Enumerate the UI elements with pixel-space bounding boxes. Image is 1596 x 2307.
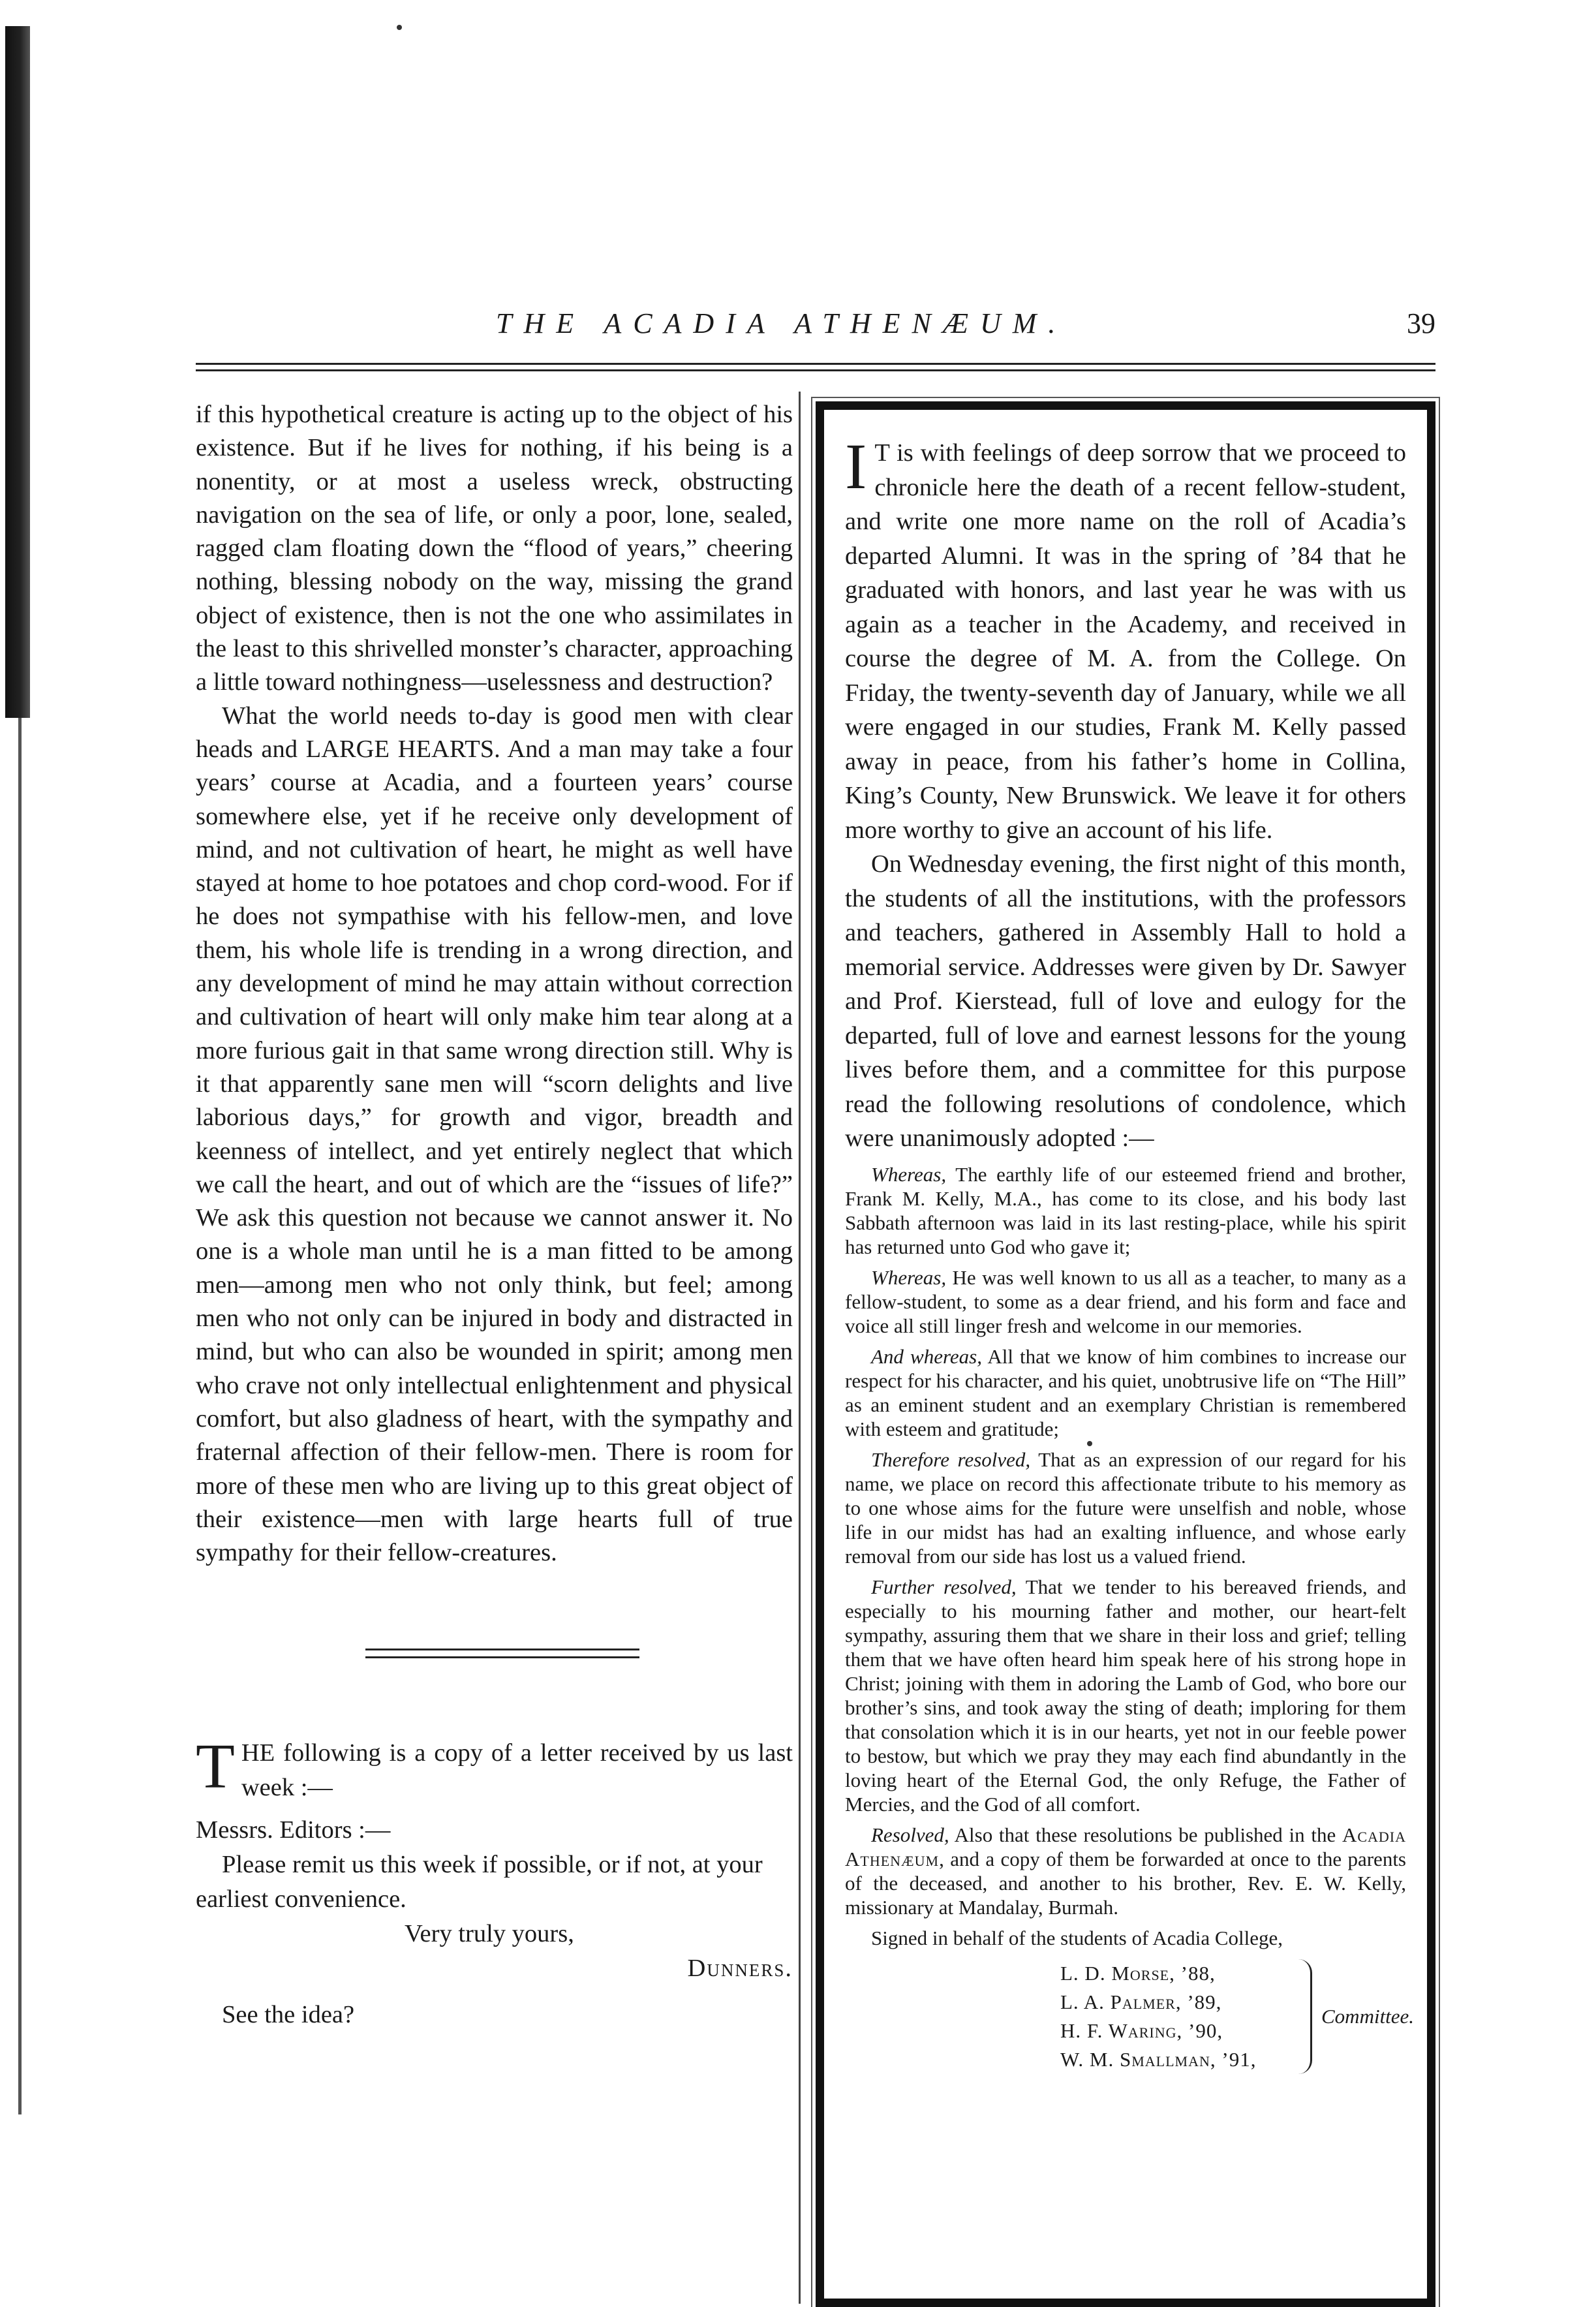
committee-member: L. A. Palmer, ’89,	[1060, 1990, 1222, 2013]
letter-closing: Very truly yours,	[405, 1920, 574, 1947]
resolution-lead: Whereas,	[871, 1265, 947, 1289]
memorial-dropcap: I	[845, 430, 867, 503]
resolution-text: He was well known to us all as a teacher, to many as a fellow-student, to some as a dear friend, and his form and face and voice all still linger fresh and welcome in our memories.	[845, 1265, 1406, 1337]
resolution-lead: Resolved,	[871, 1823, 949, 1846]
letter-section	[196, 1731, 793, 2032]
article-paragraph: if this hypothetical creature is acting up to the object of his existence. But if he lives for nothing, if his being is a nonentity, or at most a useless wreck, obstructing navigation on the sea of life, or only a poor, lone, sealed, ragged clam floating down the “flood of years,” cheering nothing, blessing nobody on the way, missing the grand object of existence, then is not the one who assimilates in the least to this shrivelled monster’s character, approaching a little toward nothingness—uselessness and destruction?	[196, 401, 793, 696]
journal-name: Acadia Athenæum	[845, 1823, 1406, 1870]
letter-signer: Dunners.	[687, 1955, 793, 1982]
resolution-lead: And whereas,	[871, 1344, 982, 1368]
committee-member: W. M. Smallman, ’91,	[1060, 2047, 1257, 2071]
memorial-content	[845, 430, 1415, 2083]
header-rule-top	[196, 363, 1435, 365]
resolution-text: That we tender to his bereaved friends, and especially to his mourning father and mother, our heart-felt sympathy, assuring them that we share in their loss and grief; telling them that we have often heard him speak here of his strong hope in Christ; joining with them in adoring the Lamb of God, who bore our brother’s sins, and took away the sting of death; imploring for them that consolation which it is in our hearts, yet not in our feeble power to bestow, but which we pray they may each find abundantly in the loving heart of the Eternal God, the only Refuge, the Father of Mercies, and the God of all comfort.	[845, 1575, 1406, 1816]
column-divider	[799, 392, 801, 2304]
letter-greeting: Messrs. Editors :—	[196, 1816, 391, 1844]
resolution-lead: Further resolved,	[871, 1575, 1017, 1598]
scan-binding-edge	[5, 26, 30, 718]
scan-margin-line	[18, 718, 22, 2114]
letter-intro-text: HE following is a copy of a letter received by us last week :—	[241, 1739, 793, 1801]
letter-body: Please remit us this week if possible, or if not, at your earliest convenience.	[196, 1851, 763, 1913]
resolution-text: Also that these resolutions be published in the	[949, 1823, 1342, 1846]
memorial-paragraph-text: T is with feelings of deep sorrow that we proceed to chronicle here the death of a recent fellow-student, and write one more name on the roll of Acadia’s departed Alumni. It was in the spring of ’84 that he graduated with honors, and last year he was with us again as a teacher in the Academy, and received in course the degree of M. A. from the College. On Friday, the twenty-seventh day of January, while we all were engaged in our studies, Frank M. Kelly passed away in peace, from his father’s home in Collina, King’s County, New Brunswick. We leave it for others more worthy to give an account of his life.	[845, 439, 1406, 844]
left-column-article	[196, 398, 793, 1570]
scan-speck	[397, 25, 402, 30]
resolution	[845, 1575, 1406, 1816]
committee-member: H. F. Waring, ’90,	[1060, 2019, 1223, 2042]
resolution-text: That as an expression of our regard for his name, we place on record this affectionate tribute to his memory as to one whose aims for the future were unselfish and noble, whose life in our midst has had an exalting influence, and whose early removal from our side has lost us a valued friend.	[845, 1448, 1406, 1568]
resolution	[845, 1344, 1406, 1441]
resolution-text: All that we know of him combines to increase our respect for his character, and his quiet, unobtrusive life on “The Hill” as an eminent student and an exemplary Christian is remembered with esteem and gratitude;	[845, 1344, 1406, 1440]
memorial-paragraph: On Wednesday evening, the first night of this month, the students of all the institutions, with the professors and teachers, gathered in Assembly Hall to hold a memorial service. Addresses were given by Dr. Sawyer and Prof. Kierstead, full of love and eulogy for the departed, full of love and earnest lessons for the young lives before them, and a committee for this purpose read the following resolutions of condolence, which were unanimously adopted :—	[845, 850, 1406, 1152]
resolution	[845, 1265, 1406, 1338]
page-header	[196, 307, 1435, 352]
resolution-text: The earthly life of our esteemed friend and brother, Frank M. Kelly, M.A., has come to its close, and his body last Sabbath afternoon was laid in its last resting-place, while his spirit has returned unto God who gave it;	[845, 1162, 1406, 1258]
letter-signature-row	[196, 1951, 793, 1986]
committee-block	[1060, 1959, 1415, 2083]
running-title: THE ACADIA ATHENÆUM.	[496, 307, 1067, 339]
letter-intro	[196, 1731, 793, 1805]
section-separator-bottom	[365, 1656, 639, 1658]
page-number: 39	[1407, 307, 1435, 339]
memorial-notice-box	[816, 401, 1435, 2307]
final-resolution	[845, 1823, 1406, 1919]
resolution-text: , and a copy of them be forwarded at once to the parents of the deceased, and another to his brother, Rev. E. W. Kelly, missionary at Mandalay, Burmah.	[845, 1847, 1406, 1919]
letter-dropcap: T	[196, 1731, 235, 1802]
letter-postscript: See the idea?	[222, 2001, 355, 2028]
resolution	[845, 1448, 1406, 1568]
memorial-paragraph	[845, 430, 1406, 847]
committee-member: L. D. Morse, ’88,	[1060, 1961, 1216, 1985]
header-rule-bottom	[196, 369, 1435, 371]
signed-line: Signed in behalf of the students of Acadia College,	[871, 1926, 1283, 1949]
article-paragraph: What the world needs to-day is good men with clear heads and LARGE HEARTS. And a man may take a four years’ course at Acadia, and a fourteen years’ course somewhere else, yet if he receive only development of mind, and not cultivation of heart, he might as well have stayed at home to hoe potatoes and chop cord-wood. For if he does not sympathise with his fellow-men, and love them, his whole life is trending in a wrong direction, and any development of mind he may attain without correction and cultivation of heart will only make him tear along at a more furious gait in that same wrong direction still. Why is it that apparently sane men will “scorn delights and live laborious days,” for growth and vigor, breadth and keenness of intellect, and yet entirely neglect that which we call the heart, and out of which are the “issues of life?” We ask this question not because we cannot answer it. No one is a whole man until he is a man fitted to be among men—among men who not only think, but feel; among men who not only can be injured in body and distracted in mind, but who can also be wounded in spirit; among men who crave not only intellectual enlightenment and physical comfort, but also gladness of heart, with the sympathy and fraternal affection of their fellow-men. There is room for more of these men who are living up to this great object of their existence—men with large hearts full of true sympathy for their fellow-creatures.	[196, 702, 793, 1567]
committee-brace	[1298, 1959, 1312, 2074]
section-separator-top	[365, 1649, 639, 1650]
resolution-lead: Whereas,	[871, 1162, 947, 1186]
committee-label: Committee.	[1321, 2004, 1415, 2028]
resolution	[845, 1162, 1406, 1259]
resolution-lead: Therefore resolved,	[871, 1448, 1031, 1471]
committee-list	[1060, 1959, 1295, 2074]
